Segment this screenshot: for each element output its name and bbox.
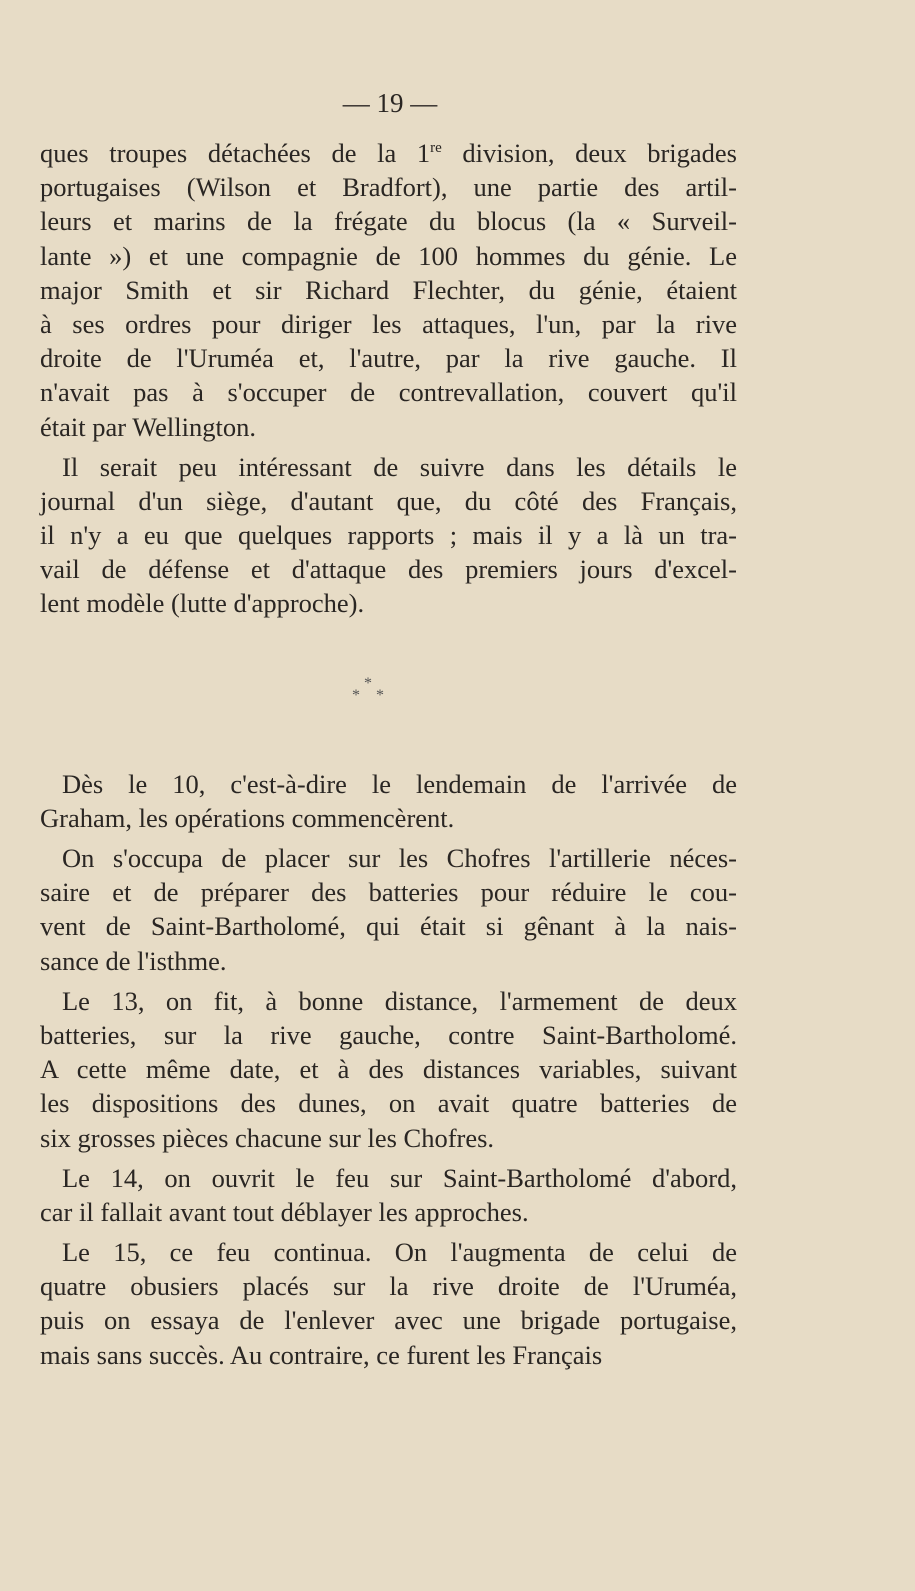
text-line: leurs et marins de la frégate du blocus (la « Surveil- <box>40 206 737 237</box>
text-line: major Smith et sir Richard Flechter, du génie, étaient <box>40 274 737 305</box>
text-line: six grosses pièces chacune sur les Chofres. <box>40 1122 495 1153</box>
text-line: ques troupes détachées de la 1re division, deux brigades <box>40 138 737 168</box>
asterism-star: * <box>376 686 384 704</box>
text-line: vail de défense et d'attaque des premiers jours d'excel- <box>40 554 737 585</box>
text-line: portugaises (Wilson et Bradfort), une partie des artil- <box>40 172 737 203</box>
paragraph <box>40 1161 737 1229</box>
text-line: était par Wellington. <box>40 411 256 442</box>
text-line: lante ») et une compagnie de 100 hommes du génie. Le <box>40 240 737 271</box>
section-after <box>40 767 737 1372</box>
text-line: il n'y a eu que quelques rapports ; mais il y a là un tra- <box>40 520 737 551</box>
text-line: Le 15, ce feu continua. On l'augmenta de celui de <box>62 1237 737 1268</box>
text-line: Graham, les opérations commencèrent. <box>40 802 455 833</box>
text-line: Il serait peu intéressant de suivre dans les détails le <box>62 451 737 482</box>
text-line: mais sans succès. Au contraire, ce furent les Français <box>40 1339 603 1370</box>
page-number: — 19 — <box>342 88 438 118</box>
text-line: droite de l'Uruméa et, l'autre, par la rive gauche. Il <box>40 343 737 374</box>
text-line: lent modèle (lutte d'approche). <box>40 588 365 619</box>
text-line: à ses ordres pour diriger les attaques, l'un, par la rive <box>40 308 737 339</box>
text-line: On s'occupa de placer sur les Chofres l'artillerie néces- <box>62 843 737 873</box>
paragraph <box>40 984 737 1155</box>
text-line: saire et de préparer des batteries pour réduire le cou- <box>40 877 737 908</box>
text-line: Le 14, on ouvrit le feu sur Saint-Bartholomé d'abord, <box>62 1162 737 1193</box>
text-line: car il fallait avant tout déblayer les approches. <box>40 1196 529 1227</box>
paragraph <box>40 767 737 835</box>
page-body <box>40 136 737 1378</box>
text-line: quatre obusiers placés sur la rive droite de l'Uruméa, <box>40 1271 737 1302</box>
asterism-star: * <box>364 674 372 692</box>
text-line: puis on essaya de l'enlever avec une brigade portugaise, <box>40 1305 737 1336</box>
section-before <box>40 136 737 621</box>
text-line: vent de Saint-Bartholomé, qui était si gênant à la nais- <box>40 911 737 942</box>
paragraph <box>40 450 737 621</box>
text-line: Le 13, on fit, à bonne distance, l'armement de deux <box>62 985 737 1016</box>
text-line: sance de l'isthme. <box>40 945 227 976</box>
paragraph <box>40 841 737 978</box>
asterism-star: * <box>352 686 360 704</box>
paragraph <box>40 1235 737 1372</box>
text-line: Dès le 10, c'est-à-dire le lendemain de l'arrivée de <box>62 768 737 799</box>
text-line: n'avait pas à s'occuper de contrevallation, couvert qu'il <box>40 377 737 408</box>
text-line: les dispositions des dunes, on avait quatre batteries de <box>40 1088 737 1119</box>
text-line: A cette même date, et à des distances variables, suivant <box>40 1054 737 1085</box>
paragraph <box>40 136 737 444</box>
text-line: batteries, sur la rive gauche, contre Saint-Bartholomé. <box>40 1019 737 1050</box>
text-line: journal d'un siège, d'autant que, du côté des Français, <box>40 485 737 516</box>
asterism <box>40 627 737 767</box>
